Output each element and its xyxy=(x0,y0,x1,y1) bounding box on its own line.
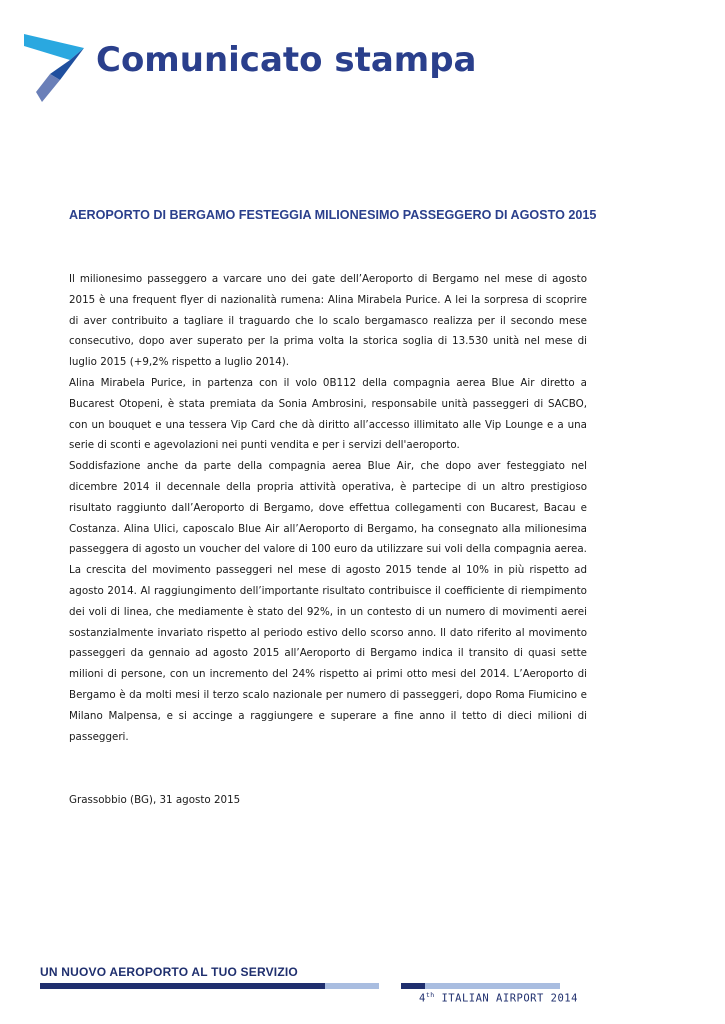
footer-award xyxy=(419,991,578,1005)
body-paragraph: La crescita del movimento passeggeri nel mese di agosto 2015 tende al 10% in più rispetto ad agosto 2014. Al raggiungimento dell’importante risultato contribuisce il coefficiente di riempimento dei voli di linea, che mediamente è stato del 92%, in un contesto di un numero di movimenti aerei sostanzialmente invariato rispetto al periodo estivo dello scorso anno. Il dato riferito al movimento passeggeri da gennaio ad agosto 2015 all’Aeroporto di Bergamo indica il transito di quasi sette milioni di persone, con un incremento del 24% rispetto ai primi otto mesi del 2014. L’Aeroporto di Bergamo è da molti mesi il terzo scalo nazionale per numero di passeggeri, dopo Roma Fiumicino e Milano Malpensa, e si accinge a raggiungere e superare a fine anno il tetto di dieci milioni di passeggeri. xyxy=(69,564,587,743)
signoff-place-date: Grassobbio (BG), 31 agosto 2015 xyxy=(69,794,241,806)
body-paragraph: Il milionesimo passeggero a varcare uno dei gate dell’Aeroporto di Bergamo nel mese di agosto 2015 è una frequent flyer di nazionalità rumena: Alina Mirabela Purice. A lei la sorpresa di scoprire di aver contribuito a tagliare il traguardo che lo scalo bergamasco realizza per il secondo mese consecutivo, dopo aver superato per la prima volta la storica soglia di 13.530 unità nel mese di luglio 2015 (+9,2% rispetto a luglio 2014). xyxy=(69,273,587,369)
award-text: ITALIAN AIRPORT 2014 xyxy=(441,992,578,1005)
award-rank: 4 xyxy=(419,992,426,1005)
airport-arrow-logo-icon xyxy=(24,34,88,102)
footer-divider xyxy=(40,983,560,989)
press-release-body xyxy=(69,269,587,747)
page-title: Comunicato stampa xyxy=(96,40,477,80)
award-rank-suffix: th xyxy=(425,991,435,999)
press-release-headline: AEROPORTO DI BERGAMO FESTEGGIA MILIONESIMO PASSEGGERO DI AGOSTO 2015 xyxy=(69,208,597,222)
footer-tagline: UN NUOVO AEROPORTO AL TUO SERVIZIO xyxy=(40,965,298,979)
body-paragraph: Soddisfazione anche da parte della compagnia aerea Blue Air, che dopo aver festeggiato nel dicembre 2014 il decennale della propria attività operativa, è partecipe di un altro prestigioso risultato raggiunto dall’Aeroporto di Bergamo, dove effettua collegamenti con Bucarest, Bacau e Costanza. Alina Ulici, caposcalo Blue Air all’Aeroporto di Bergamo, ha consegnato alla milionesima passeggera di agosto un voucher del valore di 100 euro da utilizzare sui voli della compagnia aerea. xyxy=(69,460,587,556)
body-paragraph: Alina Mirabela Purice, in partenza con il volo 0B112 della compagnia aerea Blue Air diretto a Bucarest Otopeni, è stata premiata da Sonia Ambrosini, responsabile unità passeggeri di SACBO, con un bouquet e una tessera Vip Card che dà diritto all’accesso illimitato alle Vip Lounge e a una serie di sconti e agevolazioni nei punti vendita e per i servizi dell'aeroporto. xyxy=(69,376,587,452)
